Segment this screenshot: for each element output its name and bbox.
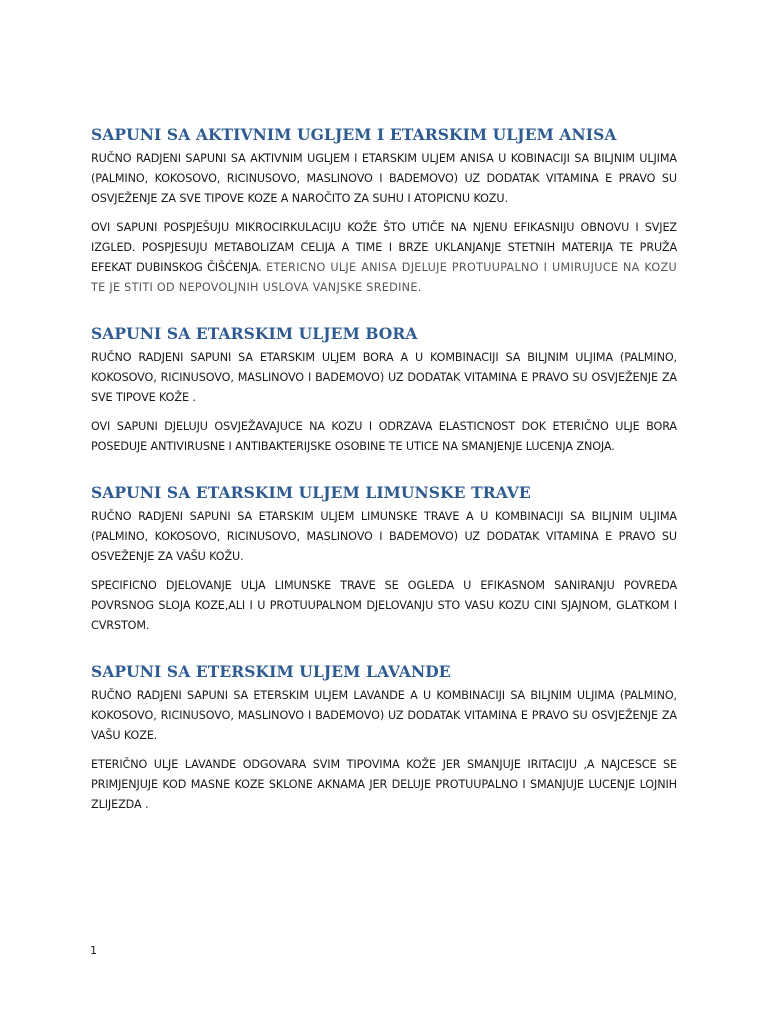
section-lavender [91, 661, 677, 815]
section-paragraph: SPECIFICNO DJELOVANJE ULJA LIMUNSKE TRAVE SE OGLEDA U EFIKASNOM SANIRANJU POVREDA POVRSNOG SLOJA KOZE,ALI I U PROTUUPALNOM DJELOVANJU STO VASU KOZU CINI SJAJNOM, GLATKOM I CVRSTOM. [91, 579, 677, 632]
section-pine [91, 323, 677, 457]
section-lemongrass [91, 482, 677, 636]
section-heading: SAPUNI SA ETERSKIM ULJEM LAVANDE [91, 662, 451, 681]
section-heading: SAPUNI SA ETARSKIM ULJEM BORA [91, 324, 418, 343]
section-heading: SAPUNI SA AKTIVNIM UGLJEM I ETARSKIM ULJEM ANISA [91, 125, 617, 144]
section-paragraph: RUČNO RADJENI SAPUNI SA ETERSKIM ULJEM LAVANDE A U KOMBINACIJI SA BILJNIM ULJIMA (PALMINO, KOKOSOVO, RICINUSOVO, MASLINOVO I BADEMOVO) UZ DODATAK VITAMINA E PRAVO SU OSVJEŽENJE ZA VAŠU KOZE. [91, 689, 677, 742]
section-paragraph: ETERIČNO ULJE LAVANDE ODGOVARA SVIM TIPOVIMA KOŽE JER SMANJUJE IRITACIJU ,A NAJCESCE SE PRIMJENJUJE KOD MASNE KOZE SKLONE AKNAMA JER DELUJE PROTUUPALNO I SMANJUJE LUCENJE LOJNIH ZLIJEZDA . [91, 758, 677, 811]
document-page [91, 124, 677, 840]
paragraph-text: OVI SAPUNI POSPJEŠUJU MIKROCIRKULACIJU KOŽE ŠTO UTIČE NA NJENU EFIKASNIJU OBNOVU I SVJEZ IZGLED. POSPJESUJU METABOLIZAM CELIJA A TIME I BRZE UKLANJANJE STETNIH MATERIJA TE PRUŽA EFEKAT DUBINSKOG ČIŠĆENJA. [91, 221, 677, 274]
section-paragraph: OVI SAPUNI DJELUJU OSVJEŽAVAJUCE NA KOZU I ODRZAVA ELASTICNOST DOK ETERIČNO ULJE BORA POSEDUJE ANTIVIRUSNE I ANTIBAKTERIJSKE OSOBINE TE UTICE NA SMANJENJE LUCENJA ZNOJA. [91, 420, 677, 453]
section-paragraph: RUČNO RADJENI SAPUNI SA ETARSKIM ULJEM BORA A U KOMBINACIJI SA BILJNIM ULJIMA (PALMINO, KOKOSOVO, RICINUSOVO, MASLINOVO I BADEMOVO) UZ DODATAK VITAMINA E PRAVO SU OSVJEŽENJE ZA SVE TIPOVE KOŽE . [91, 351, 677, 404]
section-paragraph: RUČNO RADJENI SAPUNI SA ETARSKIM ULJEM LIMUNSKE TRAVE A U KOMBINACIJI SA BILJNIM ULJIMA (PALMINO, KOKOSOVO, RICINUSOVO, MASLINOVO I BADEMOVO) UZ DODATAK VITAMINA E PRAVO SU OSVEŽENJE ZA VAŠU KOŽU. [91, 510, 677, 563]
section-paragraph: RUČNO RADJENI SAPUNI SA AKTIVNIM UGLJEM I ETARSKIM ULJEM ANISA U KOBINACIJI SA BILJNIM ULJIMA (PALMINO, KOKOSOVO, RICINUSOVO, MASLINOVO I BADEMOVO) UZ DODATAK VITAMINA E PRAVO SU OSVJEŽENJE ZA SVE TIPOVE KOZE A NAROČITO ZA SUHU I ATOPICNU KOZU. [91, 152, 677, 205]
section-anise [91, 124, 677, 298]
page-number: 1 [90, 944, 97, 957]
section-paragraph [91, 218, 677, 298]
paragraph-gray-text: ETERICNO ULJE ANISA DJELUJE PROTUUPALNO I UMIRUJUCE NA KOZU TE JE STITI OD NEPOVOLJNIH USLOVA VANJSKE SREDINE. [91, 261, 677, 294]
section-heading: SAPUNI SA ETARSKIM ULJEM LIMUNSKE TRAVE [91, 483, 531, 502]
